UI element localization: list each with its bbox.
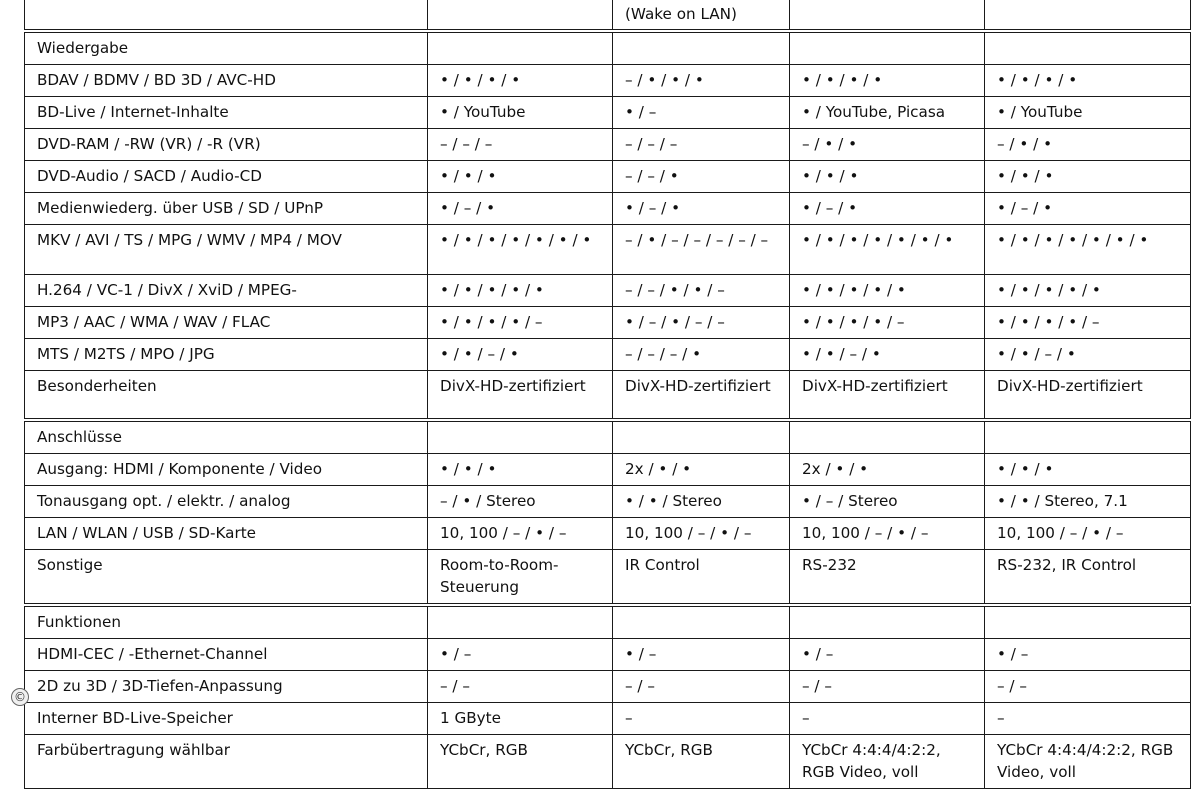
feature-value: • / – / • [613, 192, 790, 224]
feature-value: – / • / – / – / – / – / – [613, 224, 790, 274]
feature-label: MP3 / AAC / WMA / WAV / FLAC [25, 306, 428, 338]
feature-value: 10, 100 / – / • / – [613, 518, 790, 550]
feature-value: • / • / • / • [985, 64, 1191, 96]
feature-value: – / • / • / • [613, 64, 790, 96]
feature-value: • / • / Stereo, 7.1 [985, 486, 1191, 518]
table-row [25, 64, 1191, 96]
feature-label: HDMI-CEC / -Ethernet-Channel [25, 639, 428, 671]
feature-value: – [985, 703, 1191, 735]
feature-value: – / • / Stereo [428, 486, 613, 518]
feature-value: • / • / • / • / • [985, 274, 1191, 306]
table-row [25, 550, 1191, 606]
feature-label: Ausgang: HDMI / Komponente / Video [25, 454, 428, 486]
table-row [25, 128, 1191, 160]
feature-value: • / • / • / • / – [790, 306, 985, 338]
feature-value: – / – / • [613, 160, 790, 192]
feature-value: • / • / • / • / • [790, 274, 985, 306]
feature-label: BDAV / BDMV / BD 3D / AVC-HD [25, 64, 428, 96]
feature-value: • / • / • / • [790, 64, 985, 96]
table-row [25, 224, 1191, 274]
feature-value: • / • / • / • / • / • / • [985, 224, 1191, 274]
feature-value: • / • / • [985, 454, 1191, 486]
feature-value: 10, 100 / – / • / – [428, 518, 613, 550]
feature-value: • / • / • [428, 160, 613, 192]
feature-label: Medienwiederg. über USB / SD / UPnP [25, 192, 428, 224]
feature-value [428, 31, 613, 65]
feature-label: MKV / AVI / TS / MPG / WMV / MP4 / MOV [25, 224, 428, 274]
feature-value [428, 420, 613, 454]
feature-value: • / • / – / • [428, 338, 613, 370]
feature-value [613, 31, 790, 65]
feature-value: – / – [613, 671, 790, 703]
feature-label: Tonausgang opt. / elektr. / analog [25, 486, 428, 518]
feature-value: YCbCr 4:4:4/4:2:2, RGB Video, voll [790, 735, 985, 789]
feature-value [790, 420, 985, 454]
feature-value [985, 420, 1191, 454]
feature-label: LAN / WLAN / USB / SD-Karte [25, 518, 428, 550]
feature-value: • / • / • [428, 454, 613, 486]
feature-value [985, 605, 1191, 639]
section-title: Wiedergabe [25, 31, 428, 65]
feature-value: • / – / • [790, 192, 985, 224]
table-row [25, 671, 1191, 703]
section-header-row [25, 31, 1191, 65]
feature-label: Interner BD-Live-Speicher [25, 703, 428, 735]
feature-value: • / • / • / • / – [985, 306, 1191, 338]
feature-value: – / – / – / • [613, 338, 790, 370]
table-row [25, 454, 1191, 486]
feature-label: 2D zu 3D / 3D-Tiefen-Anpassung [25, 671, 428, 703]
feature-value: • / • / • / • / • [428, 274, 613, 306]
feature-value: DivX-HD-zertifiziert [428, 370, 613, 420]
feature-label: Sonstige [25, 550, 428, 606]
feature-value: • / YouTube [428, 96, 613, 128]
feature-value [428, 0, 613, 31]
feature-value: • / – / • [985, 192, 1191, 224]
feature-value: – / – [428, 671, 613, 703]
feature-value: • / – [613, 96, 790, 128]
feature-value: YCbCr, RGB [428, 735, 613, 789]
feature-value: DivX-HD-zertifiziert [985, 370, 1191, 420]
feature-value [985, 0, 1191, 31]
feature-value: 1 GByte [428, 703, 613, 735]
feature-value [790, 0, 985, 31]
feature-value: • / • / – / • [790, 338, 985, 370]
feature-value: – / – [790, 671, 985, 703]
feature-label: Besonderheiten [25, 370, 428, 420]
feature-value: 2x / • / • [790, 454, 985, 486]
feature-value: • / YouTube, Picasa [790, 96, 985, 128]
feature-value: • / • / • [790, 160, 985, 192]
table-row [25, 735, 1191, 789]
section-header-row [25, 605, 1191, 639]
feature-value: IR Control [613, 550, 790, 606]
copyright-icon: © [11, 688, 29, 706]
feature-value: • / – [790, 639, 985, 671]
table-row [25, 306, 1191, 338]
feature-value: – / – / • / • / – [613, 274, 790, 306]
feature-value: Room-to-Room-Steuerung [428, 550, 613, 606]
section-title: Funktionen [25, 605, 428, 639]
feature-value: – / • / • [985, 128, 1191, 160]
table-row [25, 486, 1191, 518]
table-row [25, 703, 1191, 735]
feature-value: RS-232, IR Control [985, 550, 1191, 606]
feature-value: • / – / • [428, 192, 613, 224]
feature-value: • / – [613, 639, 790, 671]
table-row [25, 160, 1191, 192]
feature-label: Farbübertragung wählbar [25, 735, 428, 789]
feature-value: (Wake on LAN) [613, 0, 790, 31]
feature-value [790, 605, 985, 639]
table-row [25, 96, 1191, 128]
feature-value [613, 420, 790, 454]
feature-value: – / • / • [790, 128, 985, 160]
feature-value: YCbCr 4:4:4/4:2:2, RGB Video, voll [985, 735, 1191, 789]
feature-value: • / • / • / • / – [428, 306, 613, 338]
table-row [25, 639, 1191, 671]
feature-value: – / – [985, 671, 1191, 703]
feature-label: BD-Live / Internet-Inhalte [25, 96, 428, 128]
feature-value: • / – [428, 639, 613, 671]
feature-value: 2x / • / • [613, 454, 790, 486]
feature-value: • / – [985, 639, 1191, 671]
feature-label: H.264 / VC-1 / DivX / XviD / MPEG- [25, 274, 428, 306]
feature-label: MTS / M2TS / MPO / JPG [25, 338, 428, 370]
table-row [25, 0, 1191, 31]
feature-value: • / • / • / • [428, 64, 613, 96]
feature-value [985, 31, 1191, 65]
spec-table [24, 0, 1191, 789]
table-row [25, 370, 1191, 420]
feature-value: • / – / • / – / – [613, 306, 790, 338]
feature-value: • / YouTube [985, 96, 1191, 128]
table-row [25, 274, 1191, 306]
feature-value: 10, 100 / – / • / – [985, 518, 1191, 550]
feature-value [613, 605, 790, 639]
feature-value: – [790, 703, 985, 735]
feature-value: RS-232 [790, 550, 985, 606]
feature-value: – / – / – [428, 128, 613, 160]
feature-value: – [613, 703, 790, 735]
feature-value [428, 605, 613, 639]
feature-value: DivX-HD-zertifiziert [790, 370, 985, 420]
table-row [25, 518, 1191, 550]
feature-value: – / – / – [613, 128, 790, 160]
feature-value: • / • / • / • / • / • / • [428, 224, 613, 274]
table-row [25, 338, 1191, 370]
feature-label: DVD-RAM / -RW (VR) / -R (VR) [25, 128, 428, 160]
feature-value: • / • / • [985, 160, 1191, 192]
feature-value: • / • / • / • / • / • / • [790, 224, 985, 274]
feature-value: • / • / Stereo [613, 486, 790, 518]
feature-value: • / • / – / • [985, 338, 1191, 370]
feature-label: DVD-Audio / SACD / Audio-CD [25, 160, 428, 192]
table-row [25, 192, 1191, 224]
feature-value: DivX-HD-zertifiziert [613, 370, 790, 420]
feature-value: 10, 100 / – / • / – [790, 518, 985, 550]
feature-value: YCbCr, RGB [613, 735, 790, 789]
section-title: Anschlüsse [25, 420, 428, 454]
feature-label [25, 0, 428, 31]
section-header-row [25, 420, 1191, 454]
feature-value: • / – / Stereo [790, 486, 985, 518]
feature-value [790, 31, 985, 65]
